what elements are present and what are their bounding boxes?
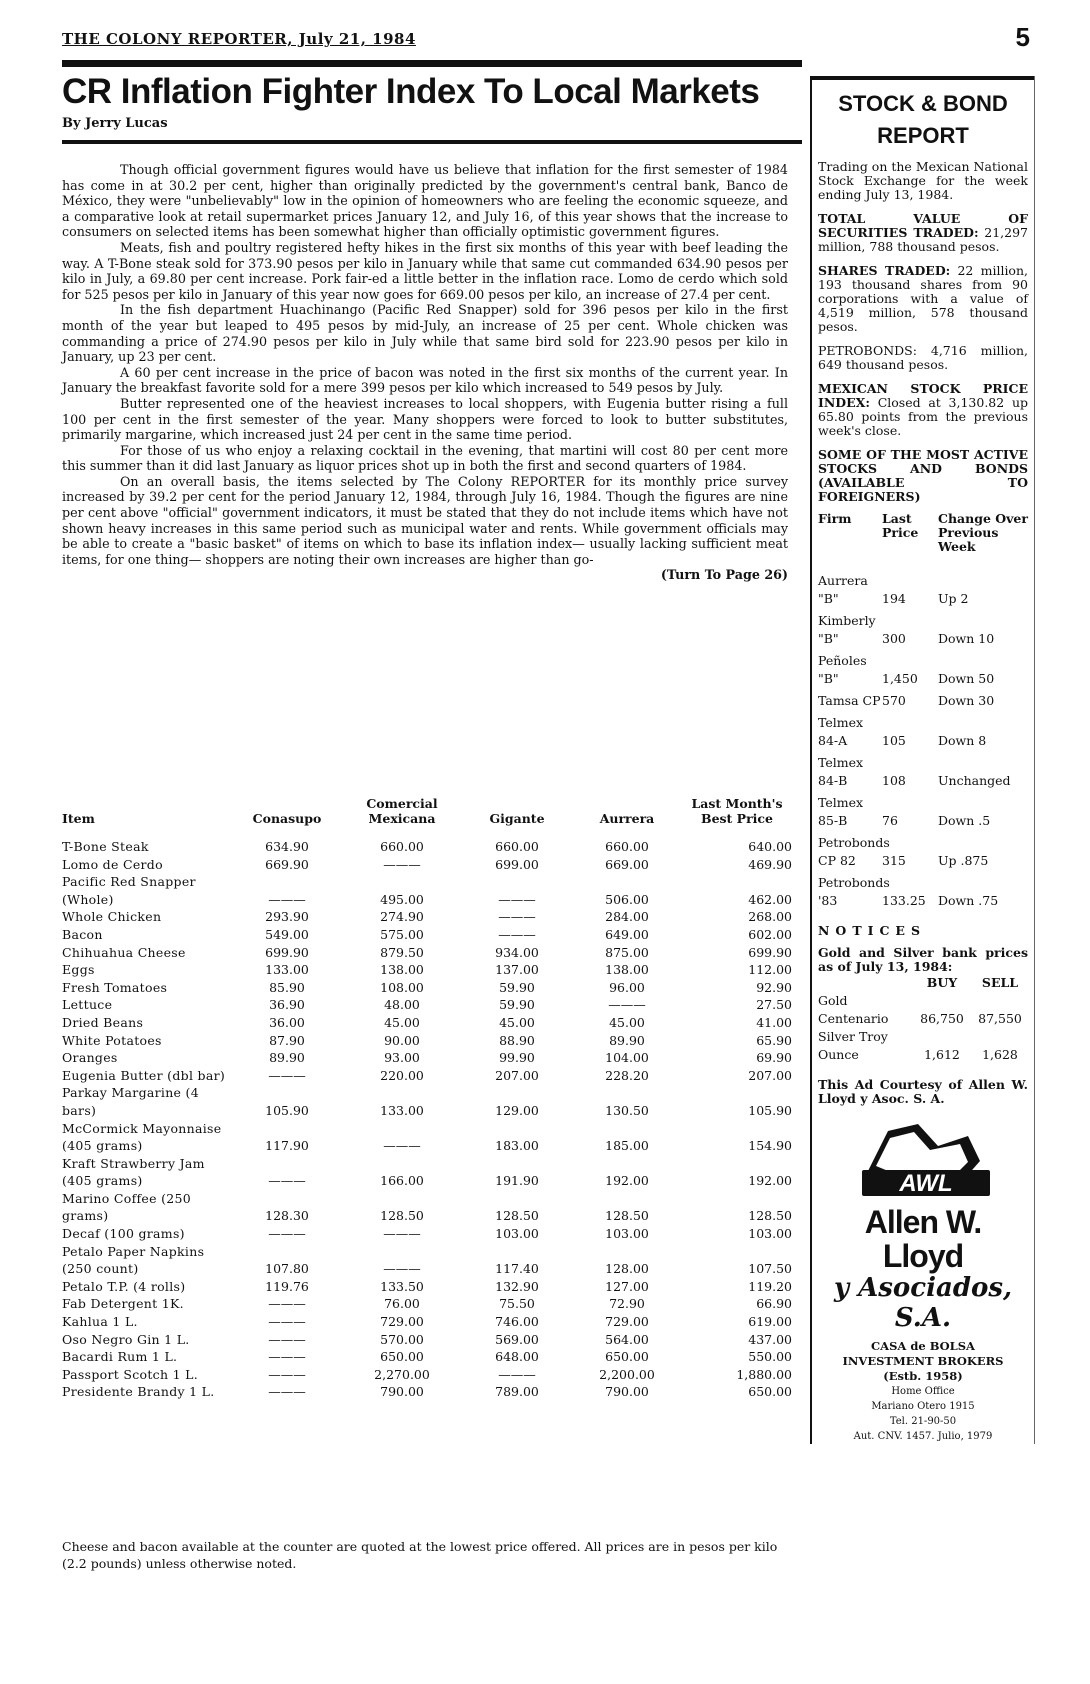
cell-aurrera: 89.90 [609, 1032, 645, 1048]
total-value-text: 21,297 million, 788 thousand pesos. [818, 225, 1028, 254]
stocks-header-firm: Firm [818, 511, 852, 526]
cell-aurrera: 650.00 [605, 1349, 649, 1365]
article-paragraph: Butter represented one of the heaviest increases to local shoppers, with Eugenia butter rising a full 100 per cent in the first semester of the year. Many shoppers were forced to look to butter substitutes, primarily margarine, which increased just 24 per cent in the same time period. [62, 395, 788, 443]
column-header-last-month: Last Month's Best Price [691, 796, 783, 826]
cell-comercial-mexicana: 220.00 [380, 1067, 424, 1083]
cell-comercial-mexicana: 2,270.00 [374, 1366, 430, 1382]
stock-row [818, 714, 1028, 754]
cell-aurrera: 130.50 [605, 1102, 649, 1118]
stock-firm: Aurrera "B" [818, 573, 868, 606]
petrobonds [818, 344, 1028, 372]
cell-conasupo: ——— [268, 891, 306, 907]
cell-conasupo: 117.90 [265, 1138, 309, 1154]
stocks-header-change: Change Over Previous Week [938, 511, 1028, 554]
cell-conasupo: ——— [268, 1314, 306, 1330]
cell-gigante: ——— [498, 891, 536, 907]
metal-sell: 87,550 [978, 1011, 1022, 1026]
cell-conasupo: 128.30 [265, 1208, 309, 1224]
stock-change: Down 10 [938, 631, 995, 646]
cell-aurrera: 103.00 [605, 1226, 649, 1242]
stock-change: Down 8 [938, 733, 987, 748]
cell-aurrera: 138.00 [605, 962, 649, 978]
paper-name-date: THE COLONY REPORTER, July 21, 1984 [62, 30, 416, 48]
stocks-table [818, 512, 1028, 914]
table-row [62, 908, 792, 926]
column-header-conasupo: Conasupo [252, 811, 322, 826]
cell-gigante: 191.90 [495, 1173, 539, 1189]
index-text: Closed at 3,130.82 up 65.80 points from the previous week's close. [818, 395, 1029, 438]
cell-conasupo: 549.00 [265, 926, 309, 942]
petro-text: 4,716 million, 649 thousand pesos. [818, 343, 1028, 372]
stock-row [818, 794, 1028, 834]
stock-firm: Telmex 85-B [818, 795, 864, 828]
stock-row [818, 834, 1028, 874]
cell-comercial-mexicana: 166.00 [380, 1173, 424, 1189]
cell-conasupo: ——— [268, 1226, 306, 1242]
cell-conasupo: ——— [268, 1331, 306, 1347]
cell-gigante: 59.90 [499, 979, 535, 995]
stock-last-price: 300 [882, 631, 906, 646]
cell-comercial-mexicana: 495.00 [380, 891, 424, 907]
table-row [62, 1313, 792, 1331]
cell-gigante: ——— [498, 926, 536, 942]
stock-change: Down 30 [938, 693, 995, 708]
cell-conasupo: 87.90 [269, 1032, 305, 1048]
cell-last-month: 192.00 [748, 1173, 792, 1189]
cell-gigante: 128.50 [495, 1208, 539, 1224]
active-stocks-heading: SOME OF THE MOST ACTIVE STOCKS AND BONDS (AVAILABLE TO FOREIGNERS) [818, 447, 1028, 504]
cell-item: Kahlua 1 L. [62, 1314, 138, 1330]
cell-gigante: 699.00 [495, 856, 539, 872]
article-paragraph: Though official government figures would have us believe that inflation for the first semester of 1984 has come in at 30.2 per cent, higher than originally predicted by the government's central bank, Banco de México, they were "unbelievably" low in the opinion of homeowners who are feeling the economic squeeze, and a comparative look at retail supermarket prices January 12, and July 16, of this year shows that the increase to consumers on selected items has been somewhat higher than officially optimistic government figures. [62, 162, 788, 240]
casa-de-bolsa: CASA de BOLSA [871, 1339, 975, 1353]
stock-row [818, 572, 1028, 612]
masthead [62, 22, 1030, 56]
metal-name: Gold Centenario [818, 993, 889, 1026]
table-row [62, 1348, 792, 1366]
cell-aurrera: 128.50 [605, 1208, 649, 1224]
stock-last-price: 194 [882, 591, 906, 606]
cell-last-month: 469.90 [748, 856, 792, 872]
table-row [62, 1084, 792, 1119]
cell-conasupo: ——— [268, 1067, 306, 1083]
total-value [818, 212, 1028, 254]
table-row [62, 944, 792, 962]
telephone: Tel. 21-90-50 [889, 1416, 957, 1427]
stock-firm: Peñoles "B" [818, 653, 867, 686]
byline: By Jerry Lucas [62, 116, 168, 131]
stock-row [818, 612, 1028, 652]
cell-gigante: ——— [498, 1366, 536, 1382]
cell-aurrera: 104.00 [605, 1050, 649, 1066]
cell-item: Passport Scotch 1 L. [62, 1366, 198, 1382]
cell-gigante: 648.00 [495, 1349, 539, 1365]
cell-gigante: 746.00 [495, 1314, 539, 1330]
cell-last-month: 69.90 [756, 1050, 792, 1066]
cell-last-month: 107.50 [748, 1261, 792, 1277]
cell-aurrera: 192.00 [605, 1173, 649, 1189]
investment-brokers: INVESTMENT BROKERS [842, 1354, 1004, 1368]
cell-conasupo: ——— [268, 1349, 306, 1365]
table-header-row [62, 796, 792, 838]
stock-last-price: 133.25 [882, 893, 926, 908]
cell-conasupo: ——— [268, 1384, 306, 1400]
metal-buy: 86,750 [920, 1011, 964, 1026]
cell-gigante: 183.00 [495, 1138, 539, 1154]
stock-change: Down .75 [938, 893, 999, 908]
cell-comercial-mexicana: 650.00 [380, 1349, 424, 1365]
cell-last-month: 103.00 [748, 1226, 792, 1242]
cell-comercial-mexicana: ——— [383, 1226, 421, 1242]
authorization: Aut. CNV. 1457. Julio, 1979 [853, 1431, 993, 1442]
cell-last-month: 699.90 [748, 944, 792, 960]
cell-last-month: 650.00 [748, 1384, 792, 1400]
cell-last-month: 65.90 [756, 1032, 792, 1048]
cell-item: Oranges [62, 1050, 118, 1066]
stock-last-price: 1,450 [882, 671, 918, 686]
cell-comercial-mexicana: 90.00 [384, 1032, 420, 1048]
cell-aurrera: 128.00 [605, 1261, 649, 1277]
cell-gigante: 569.00 [495, 1331, 539, 1347]
cell-conasupo: 634.90 [265, 839, 309, 854]
stock-last-price: 315 [882, 853, 906, 868]
cell-item: Kraft Strawberry Jam (405 grams) [62, 1155, 205, 1189]
cell-comercial-mexicana: 879.50 [380, 944, 424, 960]
cell-gigante: 132.90 [495, 1278, 539, 1294]
stock-firm: Telmex 84-B [818, 755, 864, 788]
cell-comercial-mexicana: ——— [383, 1138, 421, 1154]
stocks-header-last-price: Last Price [882, 511, 919, 540]
table-row [62, 1331, 792, 1349]
cell-conasupo: 119.76 [265, 1278, 309, 1294]
cell-gigante: 789.00 [495, 1384, 539, 1400]
cell-gigante: 934.00 [495, 944, 539, 960]
cell-gigante: 103.00 [495, 1226, 539, 1242]
table-row [62, 1278, 792, 1296]
cell-last-month: 207.00 [748, 1067, 792, 1083]
stock-last-price: 105 [882, 733, 906, 748]
cell-aurrera: 875.00 [605, 944, 649, 960]
cell-item: Marino Coffee (250 grams) [62, 1190, 192, 1224]
turn-to-page: (Turn To Page 26) [660, 567, 788, 583]
column-header-item: Item [62, 811, 95, 826]
cell-item: Fresh Tomatoes [62, 979, 168, 995]
cell-conasupo: ——— [268, 1366, 306, 1382]
stock-change: Up 2 [938, 591, 969, 606]
stock-change: Unchanged [938, 773, 1011, 788]
cell-item: Petalo T.P. (4 rolls) [62, 1278, 186, 1294]
cell-aurrera: 72.90 [609, 1296, 645, 1312]
cell-aurrera: 564.00 [605, 1331, 649, 1347]
cell-last-month: 66.90 [756, 1296, 792, 1312]
cell-gigante: 137.00 [495, 962, 539, 978]
stock-firm: Telmex 84-A [818, 715, 864, 748]
cell-gigante: 75.50 [499, 1296, 535, 1312]
cell-comercial-mexicana: 138.00 [380, 962, 424, 978]
cell-comercial-mexicana: 108.00 [380, 979, 424, 995]
column-header-aurrera: Aurrera [599, 811, 655, 826]
cell-conasupo: 133.00 [265, 962, 309, 978]
cell-aurrera: 729.00 [605, 1314, 649, 1330]
table-row [62, 873, 792, 908]
cell-conasupo: 89.90 [269, 1050, 305, 1066]
cell-aurrera: 127.00 [605, 1278, 649, 1294]
cell-last-month: 128.50 [748, 1208, 792, 1224]
cell-last-month: 41.00 [756, 1014, 792, 1030]
page-number: 5 [1015, 22, 1030, 52]
table-row [62, 1383, 792, 1401]
gold-header-sell: SELL [981, 975, 1019, 990]
stock-firm: Petrobonds '83 [818, 875, 890, 908]
cell-aurrera: 96.00 [609, 979, 645, 995]
stock-change: Up .875 [938, 853, 989, 868]
table-row [62, 1366, 792, 1384]
column-header-comercial-mexicana: Comercial Mexicana [366, 796, 438, 826]
established: (Estb. 1958) [883, 1369, 963, 1383]
table-row [62, 1014, 792, 1032]
cell-last-month: 154.90 [748, 1138, 792, 1154]
cell-comercial-mexicana: 790.00 [380, 1384, 424, 1400]
cell-item: Eggs [62, 962, 95, 978]
stock-row [818, 652, 1028, 692]
gold-silver-table [818, 974, 1028, 1064]
stock-bond-sidebar [810, 76, 1035, 1444]
cell-comercial-mexicana: 128.50 [380, 1208, 424, 1224]
cell-comercial-mexicana: 93.00 [384, 1050, 420, 1066]
allen-lloyd-logo [828, 1116, 1018, 1444]
cell-conasupo: 85.90 [269, 979, 305, 995]
table-row [62, 1243, 792, 1278]
trading-intro: Trading on the Mexican National Stock Exchange for the week ending July 13, 1984. [818, 159, 1028, 202]
cell-last-month: 119.20 [748, 1278, 792, 1294]
cell-comercial-mexicana: 575.00 [380, 926, 424, 942]
cell-aurrera: 185.00 [605, 1138, 649, 1154]
logo-name: Allen W. Lloyd [864, 1204, 982, 1274]
awl-emblem-icon [848, 1116, 998, 1202]
table-row [62, 838, 792, 856]
cell-aurrera: 649.00 [605, 926, 649, 942]
stock-last-price: 570 [882, 693, 906, 708]
table-row [62, 1225, 792, 1243]
cell-gigante: 660.00 [495, 839, 539, 854]
stock-change: Down 50 [938, 671, 995, 686]
cell-gigante: 59.90 [499, 997, 535, 1013]
table-row [62, 996, 792, 1014]
table-footnote: Cheese and bacon available at the counter are quoted at the lowest price offered. All prices are in pesos per kilo (2.2 pounds) unless otherwise noted. [62, 1539, 778, 1571]
sidebar-top-bar [812, 76, 1034, 80]
cell-comercial-mexicana: ——— [383, 1261, 421, 1277]
cell-comercial-mexicana: 274.90 [380, 909, 424, 925]
logo-badge-text: AWL [899, 1170, 953, 1197]
cell-aurrera: 284.00 [605, 909, 649, 925]
cell-conasupo: 107.80 [265, 1261, 309, 1277]
address: Mariano Otero 1915 [871, 1401, 975, 1412]
cell-item: Dried Beans [62, 1014, 144, 1030]
cell-comercial-mexicana: ——— [383, 856, 421, 872]
cell-conasupo: 699.90 [265, 944, 309, 960]
price-index [818, 382, 1028, 438]
cell-item: Bacardi Rum 1 L. [62, 1349, 178, 1365]
cell-conasupo: 36.90 [269, 997, 305, 1013]
petro-label: PETROBONDS: [818, 343, 917, 358]
cell-comercial-mexicana: 729.00 [380, 1314, 424, 1330]
cell-comercial-mexicana: 76.00 [384, 1296, 420, 1312]
cell-last-month: 437.00 [748, 1331, 792, 1347]
cell-last-month: 602.00 [748, 926, 792, 942]
table-row [62, 1032, 792, 1050]
table-row [62, 1295, 792, 1313]
stock-change: Down .5 [938, 813, 991, 828]
article-paragraph: On an overall basis, the items selected by The Colony REPORTER for its monthly price survey increased by 39.2 per cent for the period January 12, 1984, through July 16, 1984. Though the figures are nine per cent above "official" government indicators, it must be stated that they do not include items which have not shown heavy increases in this same period such as municipal water and rents. While government officials may be able to create a "basic basket" of items on which to base its inflation index— usually lacking sufficient meat items, for one thing— shoppers are noting their own increases are higher than go- [62, 473, 788, 567]
cell-last-month: 640.00 [748, 839, 792, 854]
cell-aurrera: 2,200.00 [599, 1366, 655, 1382]
ad-courtesy: This Ad Courtesy of Allen W. Lloyd y Asoc. S. A. [818, 1077, 1028, 1106]
cell-item: Lettuce [62, 997, 113, 1013]
cell-last-month: 27.50 [756, 997, 792, 1013]
stock-last-price: 76 [882, 813, 898, 828]
cell-item: Decaf (100 grams) [62, 1226, 185, 1242]
cell-aurrera: ——— [608, 997, 646, 1013]
article-headline: CR Inflation Fighter Index To Local Markets [62, 72, 760, 111]
cell-item: Oso Negro Gin 1 L. [62, 1331, 190, 1347]
cell-gigante: 88.90 [499, 1032, 535, 1048]
home-office: Home Office [891, 1386, 955, 1397]
logo-subtitle: y Asociados, S.A. [833, 1273, 1013, 1333]
sidebar-title: STOCK & BOND REPORT [838, 91, 1008, 148]
stock-row [818, 874, 1028, 914]
top-rule [62, 60, 802, 67]
cell-item: Whole Chicken [62, 909, 162, 925]
gold-intro: Gold and Silver bank prices as of July 13, 1984: [818, 945, 1028, 974]
price-table [62, 796, 792, 1401]
stock-last-price: 108 [882, 773, 906, 788]
cell-comercial-mexicana: 570.00 [380, 1331, 424, 1347]
cell-last-month: 550.00 [748, 1349, 792, 1365]
article-paragraph: Meats, fish and poultry registered hefty hikes in the first six months of this year with beef leading the way. A T-Bone steak sold for 373.90 pesos per kilo in January while that same cut commanded 634.90 pesos per kilo in July, a 69.80 per cent increase. Pork fair-ed a little better in the inflation race. Lomo de cerdo which sold for 525 pesos per kilo in January of this year now goes for 669.00 pesos per kilo, an increase of 27.4 per cent. [62, 239, 788, 302]
cell-aurrera: 228.20 [605, 1067, 649, 1083]
cell-last-month: 112.00 [748, 962, 792, 978]
cell-gigante: ——— [498, 909, 536, 925]
table-row [62, 1067, 792, 1085]
cell-comercial-mexicana: 48.00 [384, 997, 420, 1013]
cell-conasupo: 36.00 [269, 1014, 305, 1030]
shares-traded [818, 264, 1028, 334]
metal-row [818, 992, 1028, 1028]
cell-aurrera: 790.00 [605, 1384, 649, 1400]
cell-aurrera: 669.00 [605, 856, 649, 872]
cell-item: Chihuahua Cheese [62, 944, 186, 960]
cell-gigante: 45.00 [499, 1014, 535, 1030]
cell-comercial-mexicana: 133.00 [380, 1102, 424, 1118]
stock-row [818, 692, 1028, 714]
cell-item: Bacon [62, 926, 103, 942]
cell-last-month: 619.00 [748, 1314, 792, 1330]
table-row [62, 856, 792, 874]
cell-aurrera: 506.00 [605, 891, 649, 907]
cell-gigante: 117.40 [495, 1261, 539, 1277]
cell-item: Petalo Paper Napkins (250 count) [62, 1243, 205, 1277]
cell-last-month: 92.90 [756, 979, 792, 995]
table-row [62, 926, 792, 944]
cell-gigante: 129.00 [495, 1102, 539, 1118]
metal-sell: 1,628 [982, 1047, 1018, 1062]
cell-conasupo: 105.90 [265, 1102, 309, 1118]
index-label: MEXICAN STOCK PRICE INDEX: [818, 381, 1028, 410]
table-row [62, 1190, 792, 1225]
column-header-gigante: Gigante [489, 811, 545, 826]
article-paragraph: In the fish department Huachinango (Pacific Red Snapper) sold for 396 pesos per kilo in the first month of the year but leaped to 495 pesos by mid-July, an increase of 25 per cent. Whole chicken was commanding a price of 274.90 pesos per kilo in July while that same bird sold for 223.90 pesos per kilo in January, up 23 per cent. [62, 302, 788, 365]
cell-last-month: 1,880.00 [736, 1366, 792, 1382]
article-body [62, 162, 788, 583]
article-paragraph: For those of us who enjoy a relaxing cocktail in the evening, that martini will cost 80 per cent more this summer than it did last January as liquor prices shot up in both the first and second quarters of 1984. [62, 442, 788, 474]
cell-item: White Potatoes [62, 1032, 162, 1048]
cell-gigante: 207.00 [495, 1067, 539, 1083]
cell-item: Pacific Red Snapper (Whole) [62, 874, 196, 907]
cell-comercial-mexicana: 660.00 [380, 839, 424, 854]
shares-text: 22 million, 193 thousand shares from 90 corporations with a value of 4,519 million, 578 thousand pesos. [818, 263, 1028, 334]
metal-buy: 1,612 [924, 1047, 960, 1062]
table-row [62, 1155, 792, 1190]
cell-item: T-Bone Steak [62, 839, 149, 854]
cell-conasupo: 669.90 [265, 856, 309, 872]
cell-item: Eugenia Butter (dbl bar) [62, 1067, 226, 1083]
cell-item: McCormick Mayonnaise (405 grams) [62, 1120, 222, 1154]
stock-firm: Kimberly "B" [818, 613, 876, 646]
stock-row [818, 754, 1028, 794]
cell-last-month: 268.00 [748, 909, 792, 925]
metal-row [818, 1028, 1028, 1064]
cell-conasupo: ——— [268, 1173, 306, 1189]
cell-aurrera: 660.00 [605, 839, 649, 854]
cell-last-month: 462.00 [748, 891, 792, 907]
cell-comercial-mexicana: 45.00 [384, 1014, 420, 1030]
cell-item: Presidente Brandy 1 L. [62, 1384, 215, 1400]
gold-header-buy: BUY [926, 975, 958, 990]
notices-heading: NOTICES [818, 923, 926, 938]
table-row [62, 979, 792, 997]
stock-firm: Petrobonds CP 82 [818, 835, 890, 868]
metal-name: Silver Troy Ounce [818, 1029, 888, 1062]
cell-aurrera: 45.00 [609, 1014, 645, 1030]
cell-item: Fab Detergent 1K. [62, 1296, 184, 1312]
stock-firm: Tamsa CP [818, 693, 881, 708]
cell-conasupo: ——— [268, 1296, 306, 1312]
cell-comercial-mexicana: 133.50 [380, 1278, 424, 1294]
table-row [62, 961, 792, 979]
table-row [62, 1120, 792, 1155]
article-paragraph: A 60 per cent increase in the price of bacon was noted in the first six months of the current year. In January the breakfast favorite sold for a mere 399 pesos per kilo which increased to 549 pesos by July. [62, 364, 788, 396]
table-row [62, 1049, 792, 1067]
cell-conasupo: 293.90 [265, 909, 309, 925]
shares-label: SHARES TRADED: [818, 263, 951, 278]
cell-item: Lomo de Cerdo [62, 856, 163, 872]
total-value-label: TOTAL VALUE OF SECURITIES TRADED: [818, 211, 1028, 240]
cell-last-month: 105.90 [748, 1102, 792, 1118]
cell-item: Parkay Margarine (4 bars) [62, 1085, 199, 1118]
headline-rule [62, 140, 802, 144]
cell-gigante: 99.90 [499, 1050, 535, 1066]
